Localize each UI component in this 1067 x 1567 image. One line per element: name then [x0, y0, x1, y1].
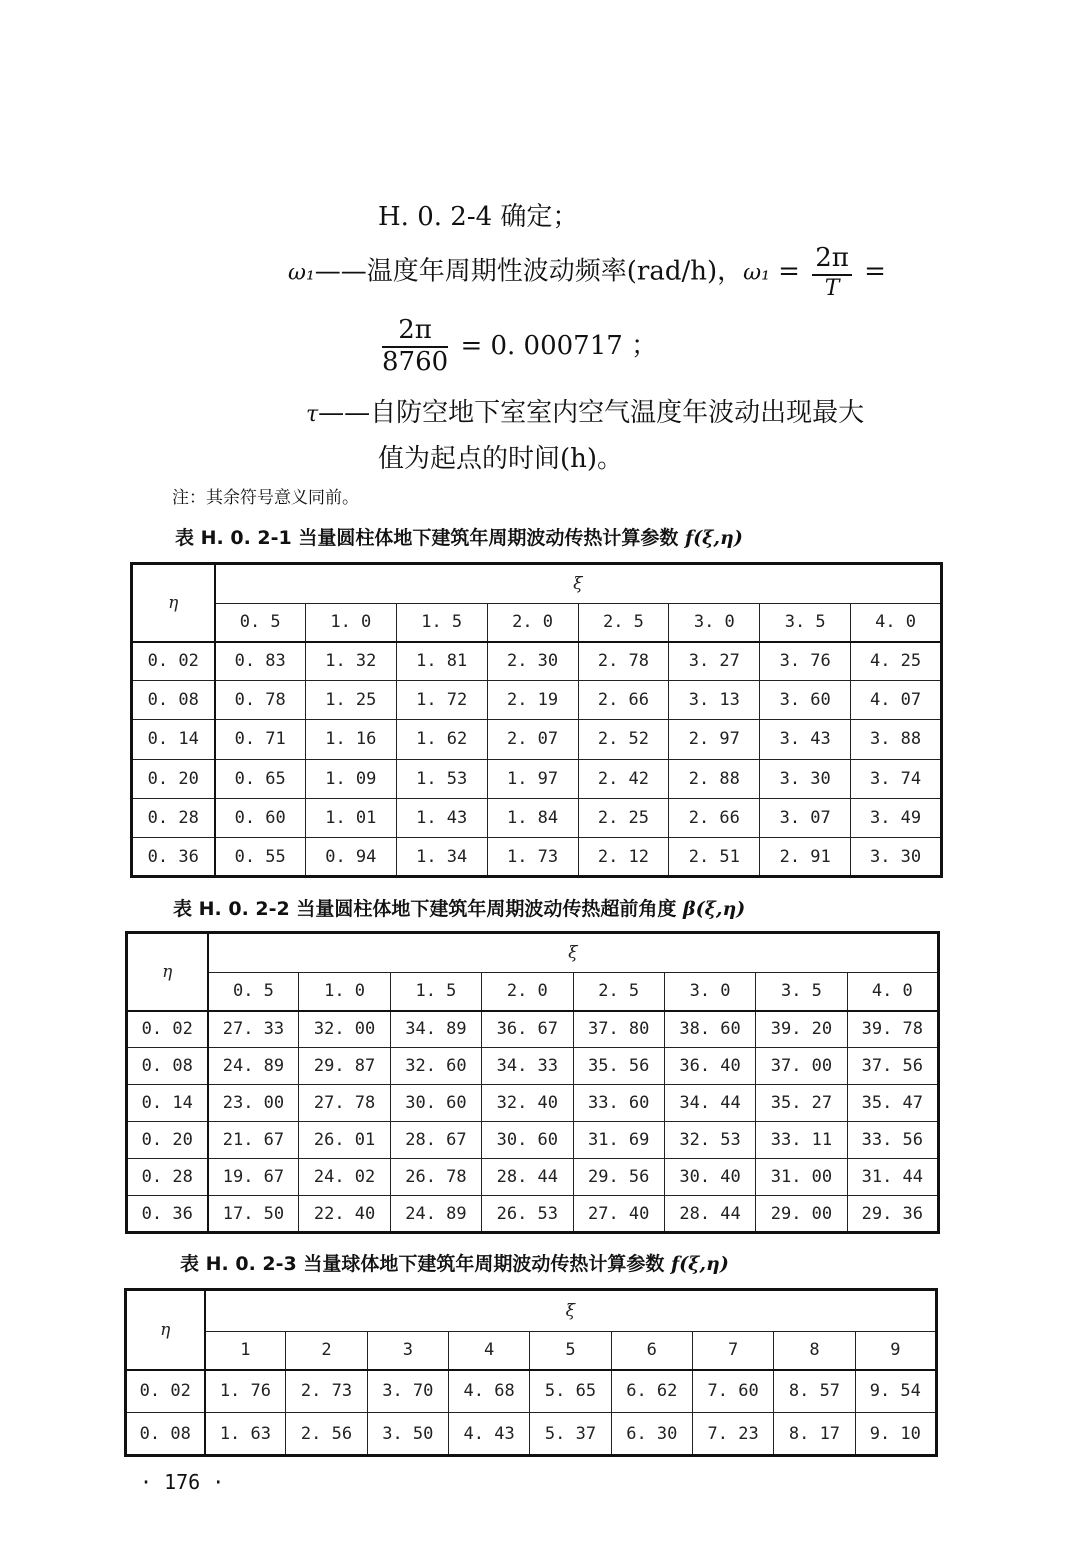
column-header-cell: 2	[286, 1332, 367, 1370]
table-cell: 1. 34	[396, 837, 487, 876]
table-cell: 8. 17	[774, 1413, 855, 1456]
fraction-numerator: 2π	[812, 244, 852, 276]
column-header-cell: 1	[205, 1332, 286, 1370]
table-cell: 1. 63	[205, 1413, 286, 1456]
column-header-cell: 3	[367, 1332, 448, 1370]
eta-header: η	[126, 1290, 205, 1370]
table-cell: 2. 19	[487, 681, 578, 720]
column-header-cell: 5	[530, 1332, 611, 1370]
table-row	[127, 1011, 939, 1048]
caption-function: β(ξ,η)	[682, 898, 746, 920]
column-header-cell: 7	[692, 1332, 773, 1370]
column-header-cell: 0. 5	[215, 604, 306, 642]
table-cell: 2. 42	[578, 759, 669, 798]
table-cell: 7. 23	[692, 1413, 773, 1456]
table-cell: 1. 43	[396, 798, 487, 837]
table-cell: 0. 83	[215, 642, 306, 681]
data-table-1	[130, 562, 943, 878]
table-cell: 19. 67	[208, 1159, 299, 1196]
table-cell: 24. 89	[208, 1048, 299, 1085]
row-header-cell: 0. 28	[127, 1159, 208, 1196]
column-header-cell: 4. 0	[847, 973, 938, 1011]
column-header-cell: 3. 5	[756, 973, 847, 1011]
table-cell: 2. 52	[578, 720, 669, 759]
table-cell: 35. 47	[847, 1085, 938, 1122]
table-cell: 3. 27	[669, 642, 760, 681]
table-cell: 32. 00	[299, 1011, 390, 1048]
data-table-2	[125, 931, 940, 1234]
table-cell: 29. 00	[756, 1196, 847, 1233]
table-cell: 28. 44	[482, 1159, 573, 1196]
table-cell: 34. 89	[390, 1011, 481, 1048]
table-header-row	[132, 564, 942, 604]
table-cell: 29. 56	[573, 1159, 664, 1196]
row-header-cell: 0. 08	[127, 1048, 208, 1085]
table-cell: 3. 07	[760, 798, 851, 837]
continuation-line: H. 0. 2-4 确定；	[378, 202, 579, 232]
table-cell: 2. 73	[286, 1370, 367, 1413]
data-table-3	[124, 1288, 938, 1457]
table-row	[132, 720, 942, 759]
table-cell: 0. 60	[215, 798, 306, 837]
table-column-header-row	[132, 604, 942, 642]
row-header-cell: 0. 36	[127, 1196, 208, 1233]
row-header-cell: 0. 20	[132, 759, 215, 798]
table-row	[132, 798, 942, 837]
table-row	[127, 1159, 939, 1196]
table-cell: 5. 65	[530, 1370, 611, 1413]
row-header-cell: 0. 36	[132, 837, 215, 876]
column-header-cell: 1. 5	[390, 973, 481, 1011]
table-cell: 3. 30	[760, 759, 851, 798]
table-cell: 1. 01	[305, 798, 396, 837]
table-cell: 32. 53	[664, 1122, 755, 1159]
table-cell: 2. 97	[669, 720, 760, 759]
table-caption-3	[180, 1249, 729, 1276]
column-header-cell: 3. 0	[664, 973, 755, 1011]
table-cell: 3. 13	[669, 681, 760, 720]
column-header-cell: 4. 0	[851, 604, 942, 642]
omega-symbol: ω₁	[288, 260, 315, 286]
table-cell: 2. 66	[578, 681, 669, 720]
column-header-cell: 2. 5	[573, 973, 664, 1011]
table-cell: 1. 09	[305, 759, 396, 798]
table-cell: 31. 44	[847, 1159, 938, 1196]
table-cell: 24. 89	[390, 1196, 481, 1233]
table-cell: 28. 67	[390, 1122, 481, 1159]
table-cell: 2. 56	[286, 1413, 367, 1456]
table-cell: 28. 44	[664, 1196, 755, 1233]
table-cell: 34. 33	[482, 1048, 573, 1085]
tau-description: ——自防空地下室室内空气温度年波动出现最大	[318, 398, 865, 428]
table-cell: 1. 84	[487, 798, 578, 837]
caption-text: 表 H. 0. 2-1 当量圆柱体地下建筑年周期波动传热计算参数	[175, 527, 685, 549]
table-row	[126, 1370, 937, 1413]
fraction-denominator: T	[824, 275, 840, 301]
table-cell: 24. 02	[299, 1159, 390, 1196]
table-row	[127, 1085, 939, 1122]
table-cell: 1. 16	[305, 720, 396, 759]
table-cell: 1. 32	[305, 642, 396, 681]
table-cell: 34. 44	[664, 1085, 755, 1122]
row-header-cell: 0. 28	[132, 798, 215, 837]
table-cell: 26. 01	[299, 1122, 390, 1159]
table-cell: 2. 78	[578, 642, 669, 681]
caption-text: 表 H. 0. 2-3 当量球体地下建筑年周期波动传热计算参数	[180, 1253, 671, 1275]
table-cell: 26. 78	[390, 1159, 481, 1196]
xi-header: ξ	[208, 933, 939, 973]
table-cell: 32. 60	[390, 1048, 481, 1085]
table-cell: 37. 80	[573, 1011, 664, 1048]
table-cell: 36. 67	[482, 1011, 573, 1048]
page-number: · 176 ·	[140, 1470, 225, 1494]
column-header-cell: 6	[611, 1332, 692, 1370]
table-cell: 3. 30	[851, 837, 942, 876]
column-header-cell: 1. 0	[305, 604, 396, 642]
eta-header: η	[127, 933, 208, 1011]
table-cell: 31. 69	[573, 1122, 664, 1159]
table-cell: 30. 60	[390, 1085, 481, 1122]
table-cell: 39. 78	[847, 1011, 938, 1048]
table-cell: 9. 10	[855, 1413, 936, 1456]
table-cell: 8. 57	[774, 1370, 855, 1413]
column-header-cell: 2. 5	[578, 604, 669, 642]
table-cell: 6. 62	[611, 1370, 692, 1413]
table-cell: 27. 40	[573, 1196, 664, 1233]
xi-header: ξ	[215, 564, 942, 604]
column-header-cell: 4	[448, 1332, 529, 1370]
table-cell: 3. 43	[760, 720, 851, 759]
row-header-cell: 0. 02	[126, 1370, 205, 1413]
table-cell: 4. 07	[851, 681, 942, 720]
caption-text: 表 H. 0. 2-2 当量圆柱体地下建筑年周期波动传热超前角度	[173, 898, 683, 920]
row-header-cell: 0. 02	[127, 1011, 208, 1048]
table-cell: 31. 00	[756, 1159, 847, 1196]
table-cell: 0. 55	[215, 837, 306, 876]
table-cell: 35. 27	[756, 1085, 847, 1122]
table-cell: 37. 56	[847, 1048, 938, 1085]
column-header-cell: 1. 5	[396, 604, 487, 642]
eta-header: η	[132, 564, 215, 642]
fraction-numerator: 2π	[382, 316, 448, 348]
table-cell: 0. 71	[215, 720, 306, 759]
table-cell: 4. 25	[851, 642, 942, 681]
table-cell: 3. 50	[367, 1413, 448, 1456]
column-header-cell: 2. 0	[482, 973, 573, 1011]
table-cell: 36. 40	[664, 1048, 755, 1085]
table-cell: 27. 78	[299, 1085, 390, 1122]
table-cell: 39. 20	[756, 1011, 847, 1048]
table-cell: 33. 60	[573, 1085, 664, 1122]
table-header-row	[126, 1290, 937, 1332]
tau-description-cont: 值为起点的时间(h)。	[378, 444, 624, 474]
table-cell: 0. 65	[215, 759, 306, 798]
table-cell: 1. 62	[396, 720, 487, 759]
table-cell: 4. 68	[448, 1370, 529, 1413]
table-cell: 30. 40	[664, 1159, 755, 1196]
table-row	[132, 681, 942, 720]
table-cell: 21. 67	[208, 1122, 299, 1159]
table-cell: 37. 00	[756, 1048, 847, 1085]
tau-symbol: τ	[306, 402, 319, 427]
caption-function: f(ξ,η)	[684, 527, 743, 549]
table-cell: 33. 56	[847, 1122, 938, 1159]
table-row	[127, 1122, 939, 1159]
table-cell: 2. 07	[487, 720, 578, 759]
fraction-2pi-over-t	[812, 244, 852, 301]
table-cell: 2. 91	[760, 837, 851, 876]
omega-value: = 0. 000717 ；	[460, 330, 658, 361]
table-cell: 2. 51	[669, 837, 760, 876]
table-cell: 1. 97	[487, 759, 578, 798]
table-cell: 3. 76	[760, 642, 851, 681]
table-cell: 2. 66	[669, 798, 760, 837]
table-row	[126, 1413, 937, 1456]
row-header-cell: 0. 08	[126, 1413, 205, 1456]
table-row	[127, 1048, 939, 1085]
table-cell: 1. 72	[396, 681, 487, 720]
table-cell: 1. 73	[487, 837, 578, 876]
table-cell: 3. 70	[367, 1370, 448, 1413]
table-cell: 33. 11	[756, 1122, 847, 1159]
column-header-cell: 1. 0	[299, 973, 390, 1011]
column-header-cell: 9	[855, 1332, 936, 1370]
equals-sign-2: =	[864, 256, 886, 287]
table-cell: 3. 60	[760, 681, 851, 720]
table-cell: 17. 50	[208, 1196, 299, 1233]
table-cell: 1. 25	[305, 681, 396, 720]
row-header-cell: 0. 02	[132, 642, 215, 681]
table-cell: 2. 25	[578, 798, 669, 837]
table-row	[132, 642, 942, 681]
row-header-cell: 0. 20	[127, 1122, 208, 1159]
fraction-2pi-over-8760	[382, 316, 448, 378]
table-cell: 30. 60	[482, 1122, 573, 1159]
equals-sign: =	[778, 256, 800, 287]
table-cell: 26. 53	[482, 1196, 573, 1233]
table-cell: 2. 12	[578, 837, 669, 876]
table-cell: 3. 74	[851, 759, 942, 798]
column-header-cell: 0. 5	[208, 973, 299, 1011]
table-cell: 2. 88	[669, 759, 760, 798]
note: 注：其余符号意义同前。	[172, 488, 359, 508]
omega-value-line	[378, 316, 657, 378]
omega-definition	[288, 244, 886, 301]
table-cell: 1. 76	[205, 1370, 286, 1413]
table-caption-2	[173, 894, 745, 921]
row-header-cell: 0. 14	[127, 1085, 208, 1122]
table-header-row	[127, 933, 939, 973]
column-header-cell: 3. 5	[760, 604, 851, 642]
table-cell: 1. 53	[396, 759, 487, 798]
table-cell: 0. 94	[305, 837, 396, 876]
table-cell: 38. 60	[664, 1011, 755, 1048]
table-cell: 3. 49	[851, 798, 942, 837]
table-cell: 0. 78	[215, 681, 306, 720]
caption-function: f(ξ,η)	[670, 1253, 729, 1275]
table-cell: 5. 37	[530, 1413, 611, 1456]
table-cell: 23. 00	[208, 1085, 299, 1122]
table-cell: 32. 40	[482, 1085, 573, 1122]
row-header-cell: 0. 14	[132, 720, 215, 759]
table-row	[132, 759, 942, 798]
table-column-header-row	[127, 973, 939, 1011]
omega-symbol-2: ω₁	[743, 260, 770, 286]
table-cell: 35. 56	[573, 1048, 664, 1085]
table-cell: 2. 30	[487, 642, 578, 681]
column-header-cell: 2. 0	[487, 604, 578, 642]
column-header-cell: 8	[774, 1332, 855, 1370]
table-cell: 6. 30	[611, 1413, 692, 1456]
row-header-cell: 0. 08	[132, 681, 215, 720]
fraction-denominator: 8760	[382, 346, 449, 377]
xi-header: ξ	[205, 1290, 937, 1332]
table-cell: 9. 54	[855, 1370, 936, 1413]
table-row	[132, 837, 942, 876]
table-cell: 1. 81	[396, 642, 487, 681]
table-column-header-row	[126, 1332, 937, 1370]
tau-definition	[306, 392, 864, 429]
table-row	[127, 1196, 939, 1233]
table-cell: 29. 87	[299, 1048, 390, 1085]
table-cell: 4. 43	[448, 1413, 529, 1456]
omega-description: ——温度年周期性波动频率(rad/h)，	[314, 256, 744, 287]
table-caption-1	[175, 523, 743, 550]
table-cell: 29. 36	[847, 1196, 938, 1233]
table-cell: 22. 40	[299, 1196, 390, 1233]
table-cell: 7. 60	[692, 1370, 773, 1413]
column-header-cell: 3. 0	[669, 604, 760, 642]
table-cell: 27. 33	[208, 1011, 299, 1048]
table-cell: 3. 88	[851, 720, 942, 759]
